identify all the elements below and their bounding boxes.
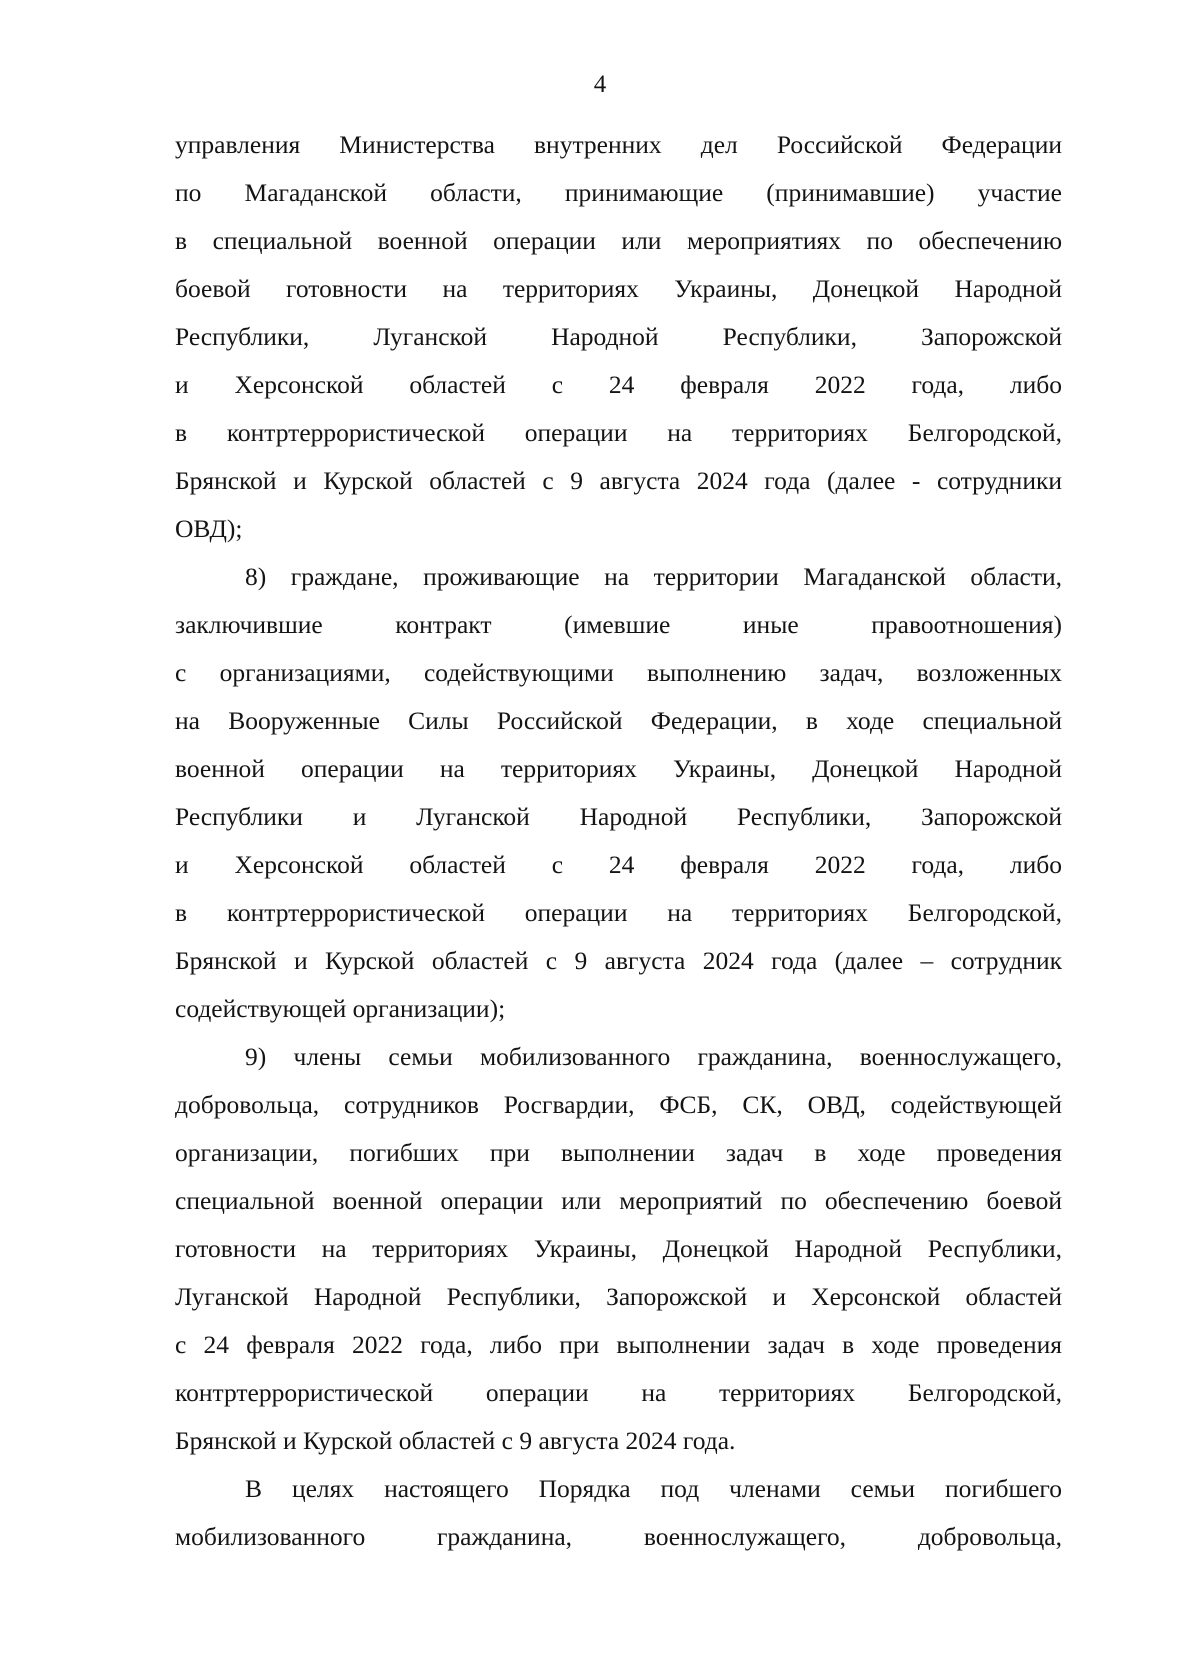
text-line: в специальной военной операции или мероприятиях по обеспечению xyxy=(175,226,1062,255)
document-body xyxy=(175,121,1062,1561)
text-line: с организациями, содействующими выполнению задач, возложенных xyxy=(175,658,1062,687)
text-line: Луганской Народной Республики, Запорожской и Херсонской областей xyxy=(175,1282,1062,1311)
text-line: и Херсонской областей с 24 февраля 2022 года, либо xyxy=(175,850,1062,879)
text-line: мобилизованного гражданина, военнослужащего, добровольца, xyxy=(175,1522,1062,1551)
text-line: в контртеррористической операции на территориях Белгородской, xyxy=(175,898,1062,927)
text-line: готовности на территориях Украины, Донецкой Народной Республики, xyxy=(175,1234,1062,1263)
text-line: на Вооруженные Силы Российской Федерации, в ходе специальной xyxy=(175,706,1062,735)
text-line: Брянской и Курской областей с 9 августа 2024 года (далее – сотрудник xyxy=(175,946,1062,975)
text-line: по Магаданской области, принимающие (принимавшие) участие xyxy=(175,178,1062,207)
text-line: Брянской и Курской областей с 9 августа 2024 года (далее - сотрудники xyxy=(175,466,1062,495)
text-line: В целях настоящего Порядка под членами семьи погибшего xyxy=(245,1474,1062,1503)
text-line: с 24 февраля 2022 года, либо при выполнении задач в ходе проведения xyxy=(175,1330,1062,1359)
text-line: специальной военной операции или мероприятий по обеспечению боевой xyxy=(175,1186,1062,1215)
page-number: 4 xyxy=(593,71,607,98)
text-line: 9) члены семьи мобилизованного гражданина, военнослужащего, xyxy=(245,1042,1062,1071)
text-line: Республики и Луганской Народной Республики, Запорожской xyxy=(175,802,1062,831)
text-line: ОВД); xyxy=(175,514,243,543)
text-line: управления Министерства внутренних дел Российской Федерации xyxy=(175,130,1062,159)
text-line: 8) граждане, проживающие на территории Магаданской области, xyxy=(245,562,1062,591)
text-line: контртеррористической операции на территориях Белгородской, xyxy=(175,1378,1062,1407)
text-line: Брянской и Курской областей с 9 августа 2024 года. xyxy=(175,1426,736,1455)
text-line: добровольца, сотрудников Росгвардии, ФСБ, СК, ОВД, содействующей xyxy=(175,1090,1062,1119)
text-line: боевой готовности на территориях Украины, Донецкой Народной xyxy=(175,274,1062,303)
text-line: Республики, Луганской Народной Республики, Запорожской xyxy=(175,322,1062,351)
text-line: организации, погибших при выполнении задач в ходе проведения xyxy=(175,1138,1062,1167)
text-line: военной операции на территориях Украины, Донецкой Народной xyxy=(175,754,1062,783)
text-line: и Херсонской областей с 24 февраля 2022 года, либо xyxy=(175,370,1062,399)
text-line: в контртеррористической операции на территориях Белгородской, xyxy=(175,418,1062,447)
text-line: заключившие контракт (имевшие иные правоотношения) xyxy=(175,610,1062,639)
text-line: содействующей организации); xyxy=(175,994,506,1023)
